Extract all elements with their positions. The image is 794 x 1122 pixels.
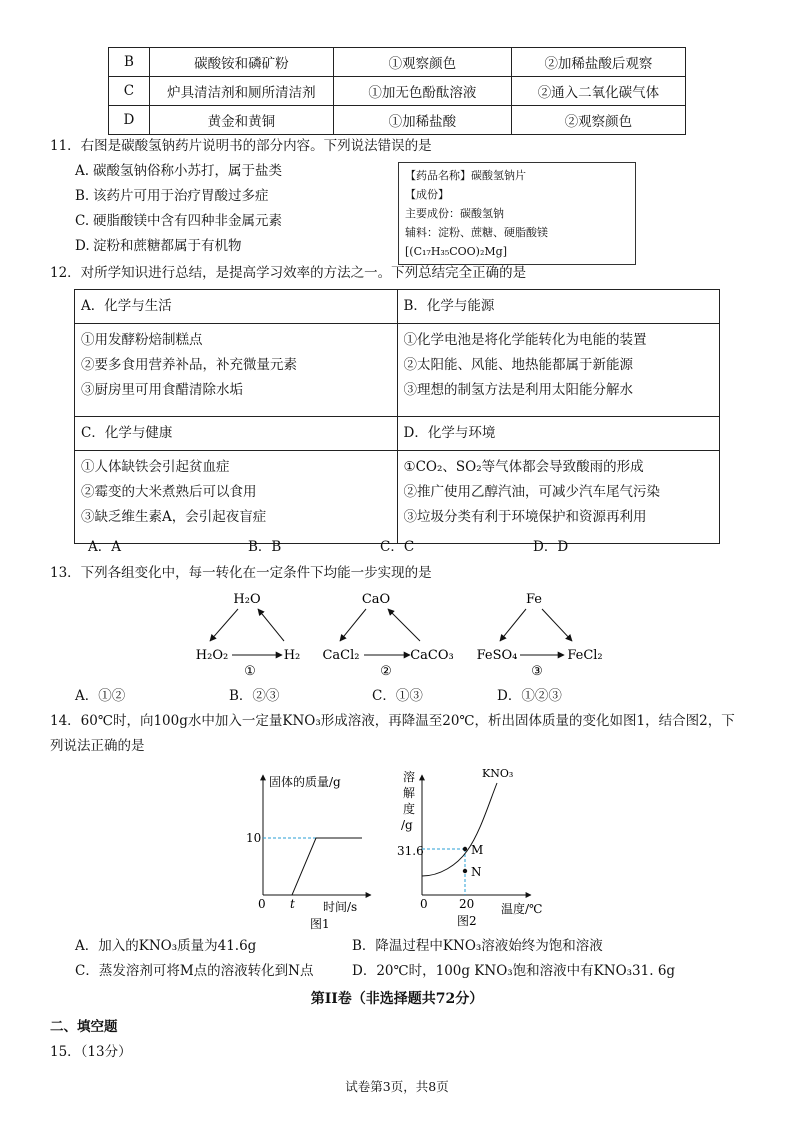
q14-option-a[interactable]: A．加入的KNO₃质量为41.6g [75, 938, 257, 954]
q13-diagrams [180, 585, 660, 680]
table-row [109, 48, 686, 77]
q12-option-a[interactable]: A．A [88, 539, 121, 555]
d2-right: CaCO₃ [410, 648, 454, 663]
chart-title: 图2 [457, 914, 477, 928]
q11-option-c[interactable]: C. 硬脂酸镁中含有四种非金属元素 [75, 213, 282, 229]
q12-option-b[interactable]: B．B [248, 539, 282, 555]
q13-option-b[interactable]: B．②③ [229, 688, 280, 704]
diagram-3 [477, 592, 603, 679]
q12-d-title: D．化学与环境 [397, 417, 720, 451]
chart-title: 图1 [310, 917, 330, 931]
d2-number: ② [380, 664, 392, 679]
d3-number: ③ [531, 664, 543, 679]
q12-c-items: ①人体缺铁会引起贫血症 ②霉变的大米煮熟后可以食用 ③缺乏维生素A，会引起夜盲症 [75, 451, 398, 544]
y-tick: 31.6 [397, 844, 424, 858]
table-row [109, 77, 686, 106]
d3-top: Fe [525, 592, 543, 607]
q12-b-title: B．化学与能源 [397, 290, 720, 324]
origin-label: 0 [258, 897, 266, 911]
q12-c-title: C．化学与健康 [75, 417, 398, 451]
q14-option-b[interactable]: B．降温过程中KNO₃溶液始终为饱和溶液 [352, 938, 603, 954]
row-method-2: ②加稀盐酸后观察 [511, 48, 685, 77]
q15-stem: 15．（13分） [50, 1044, 132, 1060]
q10-options-table [108, 47, 686, 135]
point-n-label: N [471, 865, 482, 879]
y-label-4: /g [401, 818, 413, 832]
q12-b-items: ①化学电池是将化学能转化为电能的装置 ②太阳能、风能、地热能都属于新能源 ③理想的制氢方法是利用太阳能分解水 [397, 324, 720, 417]
page-footer: 试卷第3页，共8页 [345, 1079, 449, 1094]
q12-a-title: A．化学与生活 [75, 290, 398, 324]
table-row [109, 106, 686, 135]
q11-option-d[interactable]: D. 淀粉和蔗糖都属于有机物 [75, 238, 242, 254]
x-tick-20: 20 [459, 897, 475, 911]
y-label-3: 度 [403, 802, 416, 816]
row-substances: 炉具清洁剂和厕所清洁剂 [149, 77, 333, 106]
d1-right: H₂ [283, 648, 301, 663]
d3-left: FeSO₄ [476, 648, 518, 663]
point-m [463, 847, 467, 851]
d1-top: H₂O [233, 592, 261, 607]
x-tick-0: 0 [420, 897, 428, 911]
curve-label: KNO₃ [482, 767, 514, 780]
row-method-2: ②观察颜色 [511, 106, 685, 135]
figure-2-chart [395, 765, 565, 931]
q12-stem: 12．对所学知识进行总结，是提高学习效率的方法之一。下列总结完全正确的是 [50, 265, 527, 281]
q11-stem: 11．右图是碳酸氢钠药片说明书的部分内容。下列说法错误的是 [50, 138, 432, 154]
row-substances: 黄金和黄铜 [149, 106, 333, 135]
q14-stem-2: 列说法正确的是 [50, 738, 145, 754]
y-label-2: 解 [403, 786, 416, 800]
x-label: 时间/s [323, 900, 358, 914]
q12-d-items: ①CO₂、SO₂等气体都会导致酸雨的形成 ②推广使用乙醇汽油，可减少汽车尾气污染 ③垃圾分类有利于环境保护和资源再利用 [397, 451, 720, 544]
d1-number: ① [244, 664, 256, 679]
y-tick: 10 [246, 831, 262, 845]
row-key: D [109, 106, 150, 135]
y-label: 固体的质量/g [269, 775, 341, 789]
q12-a-items: ①用发酵粉焙制糕点 ②要多食用营养补品，补充微量元素 ③厨房里可用食醋清除水垢 [75, 324, 398, 417]
q11-option-a[interactable]: A. 碳酸氢钠俗称小苏打，属于盐类 [75, 163, 282, 179]
q12-option-d[interactable]: D．D [533, 539, 569, 555]
drug-main: 主要成份：碳酸氢钠 [405, 207, 504, 220]
row-substances: 碳酸铵和磷矿粉 [149, 48, 333, 77]
d3-right: FeCl₂ [567, 648, 603, 663]
point-m-label: M [471, 843, 484, 857]
diagram-2 [322, 592, 453, 679]
q14-option-c[interactable]: C．蒸发溶剂可将M点的溶液转化到N点 [75, 963, 314, 979]
part-title: 二、填空题 [50, 1019, 118, 1035]
row-key: B [109, 48, 150, 77]
q11-option-b[interactable]: B. 该药片可用于治疗胃酸过多症 [75, 188, 269, 204]
q12-summary-table [74, 289, 720, 544]
q13-option-d[interactable]: D．①②③ [497, 688, 562, 704]
y-label-1: 溶 [403, 770, 416, 784]
x-tick-t: t [290, 897, 295, 911]
diagram-1 [196, 592, 300, 679]
d2-left: CaCl₂ [322, 648, 360, 663]
row-method-1: ①加稀盐酸 [333, 106, 511, 135]
series-line [263, 838, 362, 895]
d1-left: H₂O₂ [195, 648, 229, 663]
row-method-2: ②通入二氧化碳气体 [511, 77, 685, 106]
q13-stem: 13．下列各组变化中，每一转化在一定条件下均能一步实现的是 [50, 565, 432, 581]
drug-aux: 辅料：淀粉、蔗糖、硬脂酸镁[(C₁₇H₃₅COO)₂Mg] [405, 226, 548, 258]
q14-stem-1: 14．60℃时，向100g水中加入一定量KNO₃形成溶液，再降温至20℃，析出固体质量的变化如图1，结合图2，下 [50, 713, 735, 729]
section-title: 第II卷（非选择题共72分） [310, 991, 484, 1007]
figure-1-chart [236, 765, 386, 931]
drug-composition: 【成份】 [405, 188, 449, 201]
row-method-1: ①加无色酚酞溶液 [333, 77, 511, 106]
drug-name: 【药品名称】碳酸氢钠片 [405, 169, 526, 182]
drug-label-box [398, 162, 636, 265]
point-n [463, 869, 467, 873]
row-key: C [109, 77, 150, 106]
q13-option-a[interactable]: A．①② [75, 688, 126, 704]
q14-option-d[interactable]: D．20℃时，100g KNO₃饱和溶液中有KNO₃31. 6g [352, 963, 676, 979]
q13-option-c[interactable]: C．①③ [372, 688, 423, 704]
x-label: 温度/℃ [501, 902, 543, 916]
row-method-1: ①观察颜色 [333, 48, 511, 77]
solubility-curve [422, 783, 497, 876]
d2-top: CaO [361, 592, 391, 607]
q12-option-c[interactable]: C．C [380, 539, 415, 555]
